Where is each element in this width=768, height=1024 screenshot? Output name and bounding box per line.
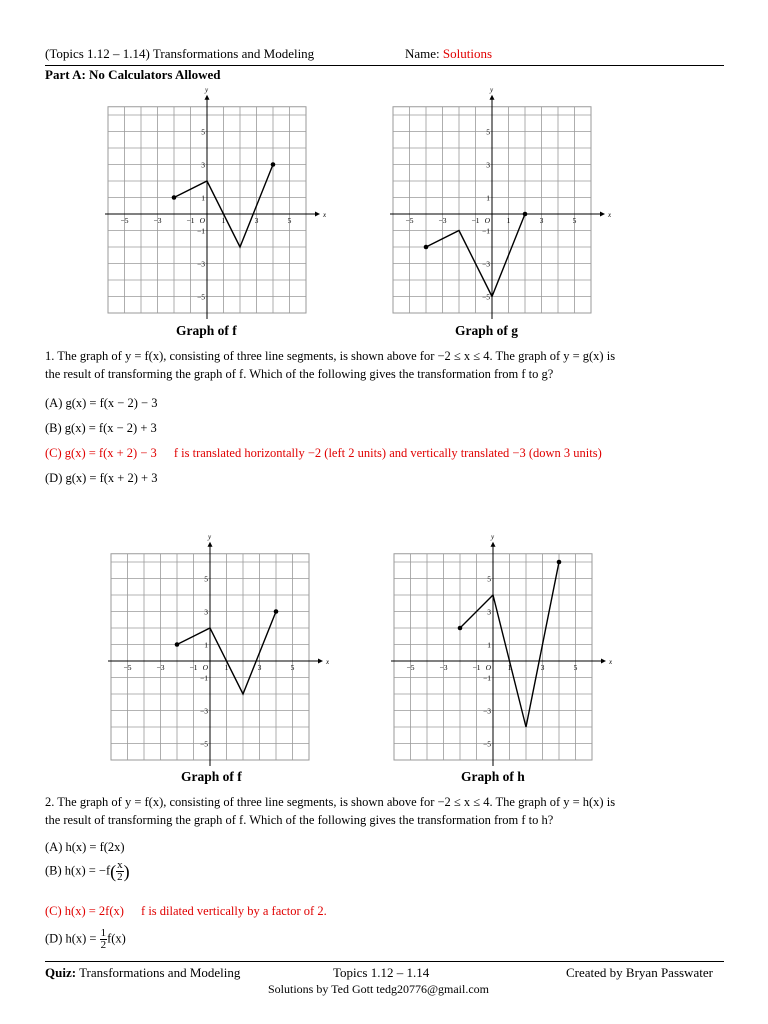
q2-option-d-fraction	[100, 928, 108, 951]
header-rule	[45, 65, 724, 66]
graph-f-top	[105, 88, 335, 330]
y-tick-label: 3	[204, 607, 208, 617]
y-tick-label: 3	[201, 160, 205, 170]
footer-creator: Created by Bryan Passwater	[566, 965, 713, 980]
graph-f-bottom	[108, 535, 338, 777]
q2-option-d-tail: f(x)	[107, 931, 126, 946]
x-tick-label: −3	[156, 663, 165, 672]
endpoint-dot	[458, 626, 463, 631]
q2-option-c-text: (C) h(x) = 2f(x)	[45, 904, 124, 918]
y-axis-label: y	[205, 88, 209, 94]
caption-graph-f-top: Graph of f	[176, 323, 237, 338]
y-tick-label: 1	[201, 193, 205, 203]
endpoint-dot	[274, 609, 279, 614]
y-tick-label: −1	[483, 673, 491, 683]
y-axis-arrow	[491, 542, 496, 547]
q1-stem-line1: 1. The graph of y = f(x), consisting of three line segments, is shown above for −2 ≤ x ≤ 4. The graph of y = g(x) is	[45, 349, 616, 363]
x-tick-label: 1	[221, 216, 226, 225]
y-axis-arrow	[208, 542, 213, 547]
y-axis-label: y	[208, 535, 212, 541]
x-tick-label: 3	[539, 216, 544, 225]
endpoint-dot	[175, 642, 180, 647]
x-axis-arrow	[318, 659, 323, 664]
y-tick-label: −5	[483, 739, 491, 749]
graph-g	[390, 88, 620, 330]
y-tick-label: 5	[204, 574, 208, 584]
x-tick-label: −3	[153, 216, 162, 225]
q2-option-d-numerator: 1	[100, 927, 107, 939]
y-tick-label: 3	[486, 160, 490, 170]
name-field	[405, 46, 492, 62]
graph-h	[391, 535, 621, 777]
y-tick-label: −3	[197, 259, 205, 269]
footer-rule	[45, 961, 724, 962]
endpoint-dot	[271, 162, 276, 167]
y-tick-label: 5	[201, 127, 205, 137]
q2-option-b-numerator: x	[117, 859, 123, 871]
y-tick-label: −3	[200, 706, 208, 716]
x-tick-label: −1	[189, 663, 198, 672]
q2-option-a: (A) h(x) = f(2x)	[45, 840, 125, 854]
x-axis-label: x	[609, 658, 613, 666]
x-tick-label: −5	[123, 663, 132, 672]
y-tick-label: 3	[487, 607, 491, 617]
q2-stem-line2: the result of transforming the graph of f. Which of the following gives the transformation from f to h?	[45, 813, 554, 827]
x-axis-label: x	[323, 211, 327, 219]
y-tick-label: 5	[487, 574, 491, 584]
x-tick-label: 3	[257, 663, 262, 672]
q1-option-a: (A) g(x) = f(x − 2) − 3	[45, 396, 158, 410]
y-tick-label: −3	[482, 259, 490, 269]
footer-quiz	[45, 965, 240, 981]
footer-quiz-title: Transformations and Modeling	[79, 965, 241, 980]
x-axis-arrow	[600, 212, 605, 217]
y-tick-label: −1	[200, 673, 208, 683]
x-tick-label: −5	[406, 663, 415, 672]
x-tick-label: 5	[287, 216, 292, 225]
y-tick-label: −1	[482, 226, 490, 236]
y-tick-label: 1	[204, 640, 208, 650]
endpoint-dot	[424, 245, 429, 250]
q2-option-d	[45, 928, 126, 951]
q2-option-b-fraction	[116, 860, 124, 883]
q1-option-b: (B) g(x) = f(x − 2) + 3	[45, 421, 157, 435]
x-tick-label: 3	[254, 216, 259, 225]
x-tick-label: 1	[507, 663, 512, 672]
name-value: Solutions	[442, 46, 493, 61]
name-label: Name:	[405, 46, 440, 61]
q1-answer-explanation: f is translated horizontally −2 (left 2 units) and vertically translated −3 (down 3 units)	[173, 446, 602, 460]
y-tick-label: −3	[483, 706, 491, 716]
y-tick-label: −5	[200, 739, 208, 749]
endpoint-dot	[523, 212, 528, 217]
x-tick-label: −3	[439, 663, 448, 672]
y-tick-label: −1	[197, 226, 205, 236]
y-tick-label: −5	[197, 292, 205, 302]
q2-option-c	[45, 902, 327, 920]
x-axis-label: x	[326, 658, 330, 666]
y-axis-label: y	[490, 88, 494, 94]
origin-label: O	[485, 663, 491, 672]
x-tick-label: 5	[573, 663, 578, 672]
x-tick-label: −5	[120, 216, 129, 225]
x-tick-label: −5	[405, 216, 414, 225]
footer-quiz-label: Quiz:	[45, 965, 77, 980]
part-heading: Part A: No Calculators Allowed	[45, 67, 221, 82]
x-axis-arrow	[315, 212, 320, 217]
q1-option-d: (D) g(x) = f(x + 2) + 3	[45, 471, 158, 485]
y-axis-arrow	[205, 95, 210, 100]
x-tick-label: 3	[540, 663, 545, 672]
q2-option-d-lead: (D) h(x) =	[45, 931, 100, 946]
q1-option-c-text: (C) g(x) = f(x + 2) − 3	[45, 446, 157, 460]
caption-graph-h: Graph of h	[461, 769, 525, 784]
y-tick-label: 1	[486, 193, 490, 203]
x-tick-label: −1	[186, 216, 195, 225]
q2-option-d-denominator: 2	[100, 939, 107, 951]
x-tick-label: 5	[290, 663, 295, 672]
origin-label: O	[199, 216, 205, 225]
q2-stem-line1: 2. The graph of y = f(x), consisting of three line segments, is shown above for −2 ≤ x ≤ 4. The graph of y = h(x) is	[45, 795, 616, 809]
endpoint-dot	[557, 560, 562, 565]
origin-label: O	[484, 216, 490, 225]
footer-topics: Topics 1.12 – 1.14	[333, 965, 430, 980]
y-axis-label: y	[491, 535, 495, 541]
worksheet-topic: (Topics 1.12 – 1.14) Transformations and Modeling	[45, 46, 315, 61]
x-tick-label: −1	[471, 216, 480, 225]
x-axis-label: x	[608, 211, 612, 219]
caption-graph-f-bottom: Graph of f	[181, 769, 242, 784]
x-axis-arrow	[601, 659, 606, 664]
q2-option-b: (B) h(x) = −f( $\frac{x}{2}$ )	[45, 859, 130, 883]
endpoint-dot	[172, 195, 177, 200]
q2-option-b-denominator: 2	[117, 871, 123, 883]
x-tick-label: −1	[472, 663, 481, 672]
origin-label: O	[202, 663, 208, 672]
q2-option-b-lead: (B) h(x) = −f	[45, 863, 111, 878]
q1-option-c	[45, 444, 602, 462]
q2-answer-explanation: f is dilated vertically by a factor of 2.	[141, 904, 327, 918]
y-tick-label: 5	[486, 127, 490, 137]
caption-graph-g: Graph of g	[455, 323, 519, 338]
q1-stem-line2: the result of transforming the graph of f. Which of the following gives the transformation from f to g?	[45, 367, 554, 381]
x-tick-label: 1	[224, 663, 229, 672]
y-tick-label: −5	[482, 292, 490, 302]
footer-solutions-by: Solutions by Ted Gott tedg20776@gmail.com	[268, 982, 489, 996]
y-tick-label: 1	[487, 640, 491, 650]
x-tick-label: 5	[572, 216, 577, 225]
x-tick-label: −3	[438, 216, 447, 225]
x-tick-label: 1	[506, 216, 511, 225]
y-axis-arrow	[490, 95, 495, 100]
